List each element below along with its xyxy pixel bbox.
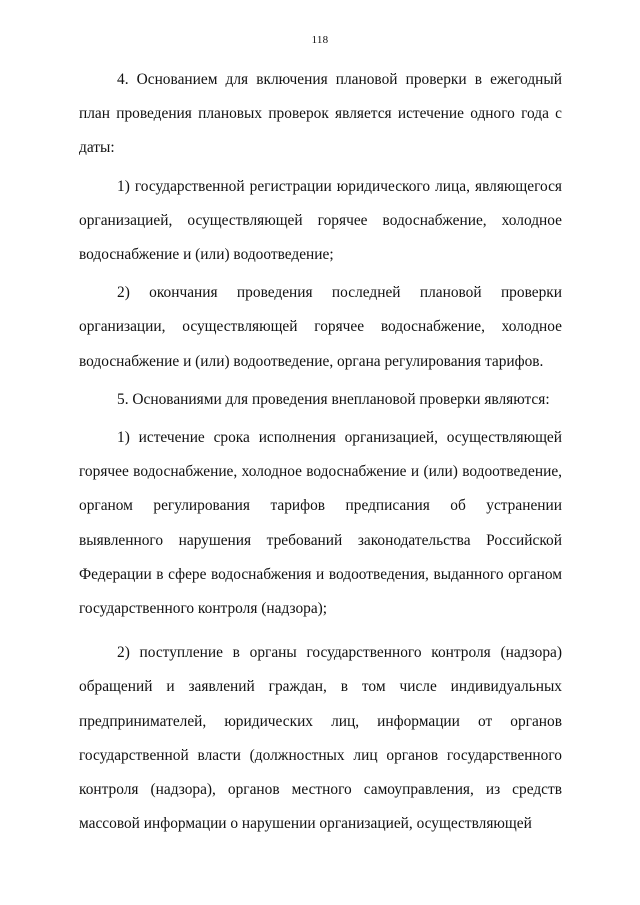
paragraph-4-item-1: 1) государственной регистрации юридического лица, являющегося организацией, осуществляющей горячее водоснабжение, холодное водоснабжение и (или) водоотведение; bbox=[79, 177, 562, 264]
paragraph-5-item-2: 2) поступление в органы государственного контроля (надзора) обращений и заявлений граждан, в том числе индивидуальных предпринимателей, юридических лиц, информации от органов государственной власти (должностных лиц органов государственного контроля (надзора), органов местного самоуправления, из средств массовой информации о нарушении организацией, осуществляющей bbox=[79, 644, 562, 833]
paragraph-5-item-1: 1) истечение срока исполнения организацией, осуществляющей горячее водоснабжение, холодное водоснабжение и (или) водоотведение, органом регулирования тарифов предписания об устранении выявленного нарушения требований законодательства Российской Федерации в сфере водоснабжения и водоотведения, выданного органом государственного контроля (надзора); bbox=[79, 429, 562, 618]
page-number: 118 bbox=[311, 34, 329, 46]
paragraph-5: 5. Основаниями для проведения внеплановой проверки являются: bbox=[117, 390, 550, 408]
paragraph-4: 4. Основанием для включения плановой проверки в ежегодный план проведения плановых проверок является истечение одного года с даты: bbox=[79, 71, 562, 157]
document-body bbox=[79, 63, 562, 841]
paragraph-4-item-2: 2) окончания проведения последней плановой проверки организации, осуществляющей горячее водоснабжение, холодное водоснабжение и (или) водоотведение, органа регулирования тарифов. bbox=[79, 284, 562, 370]
